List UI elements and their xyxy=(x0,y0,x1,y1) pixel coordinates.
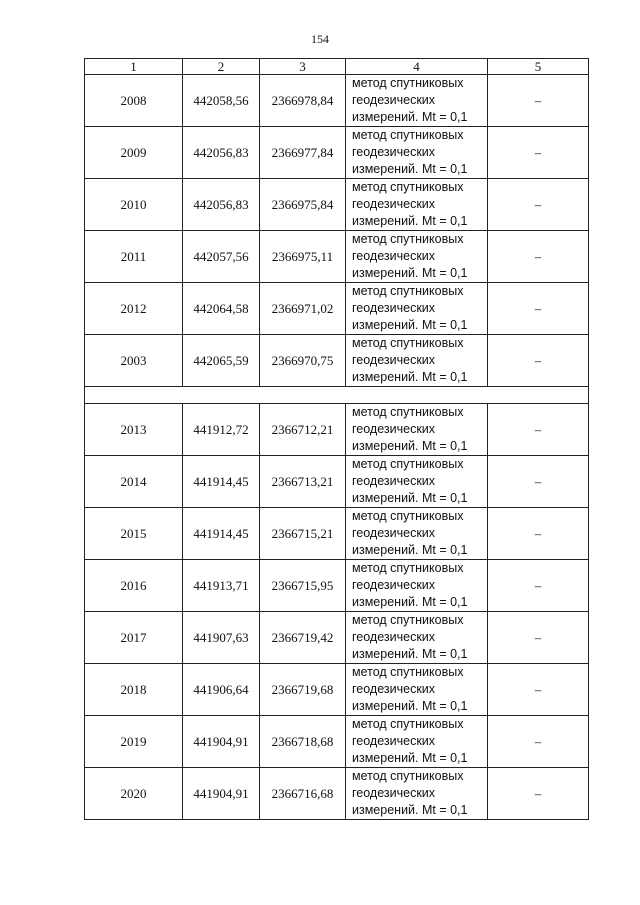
table-row xyxy=(85,716,589,768)
method-line: измерений. Mt = 0,1 xyxy=(352,803,468,817)
method-line: геодезических xyxy=(352,249,436,263)
point-number: 2008 xyxy=(85,75,183,127)
point-number: 2016 xyxy=(85,560,183,612)
point-number: 2011 xyxy=(85,231,183,283)
table-row xyxy=(85,404,589,456)
method-line: геодезических xyxy=(352,578,436,592)
coordinate-x: 441914,45 xyxy=(183,508,260,560)
method-line: измерений. Mt = 0,1 xyxy=(352,370,468,384)
coordinate-x: 441907,63 xyxy=(183,612,260,664)
method-line: измерений. Mt = 0,1 xyxy=(352,162,468,176)
method-line: измерений. Mt = 0,1 xyxy=(352,266,468,280)
method-line: измерений. Mt = 0,1 xyxy=(352,543,468,557)
coordinate-x: 441906,64 xyxy=(183,664,260,716)
header-row xyxy=(85,59,589,75)
method-line: метод спутниковых xyxy=(352,284,464,298)
coordinate-y: 2366971,02 xyxy=(260,283,346,335)
coordinate-y: 2366970,75 xyxy=(260,335,346,387)
table-row xyxy=(85,231,589,283)
column-header: 1 xyxy=(85,59,183,75)
method-line: измерений. Mt = 0,1 xyxy=(352,491,468,505)
coordinate-x: 442064,58 xyxy=(183,283,260,335)
method-line: метод спутниковых xyxy=(352,76,464,90)
table-row xyxy=(85,456,589,508)
point-number: 2020 xyxy=(85,768,183,820)
note-cell: – xyxy=(488,508,589,560)
table-row xyxy=(85,179,589,231)
method-line: измерений. Mt = 0,1 xyxy=(352,647,468,661)
table-row xyxy=(85,768,589,820)
coordinate-x: 441914,45 xyxy=(183,456,260,508)
method-line: измерений. Mt = 0,1 xyxy=(352,699,468,713)
method-line: геодезических xyxy=(352,93,436,107)
coordinate-x: 441904,91 xyxy=(183,768,260,820)
point-number: 2018 xyxy=(85,664,183,716)
coordinate-x: 441912,72 xyxy=(183,404,260,456)
point-number: 2009 xyxy=(85,127,183,179)
table-row xyxy=(85,127,589,179)
note-cell: – xyxy=(488,664,589,716)
column-header: 4 xyxy=(346,59,488,75)
table-row xyxy=(85,283,589,335)
note-cell: – xyxy=(488,404,589,456)
point-number: 2014 xyxy=(85,456,183,508)
method-line: геодезических xyxy=(352,734,436,748)
method-line: метод спутниковых xyxy=(352,665,464,679)
point-number: 2019 xyxy=(85,716,183,768)
column-header: 5 xyxy=(488,59,589,75)
coordinate-y: 2366718,68 xyxy=(260,716,346,768)
note-cell: – xyxy=(488,127,589,179)
method-line: измерений. Mt = 0,1 xyxy=(352,751,468,765)
method-line: геодезических xyxy=(352,353,436,367)
note-cell: – xyxy=(488,283,589,335)
point-number: 2013 xyxy=(85,404,183,456)
separator-row xyxy=(85,387,589,404)
note-cell: – xyxy=(488,231,589,283)
coordinate-x: 442065,59 xyxy=(183,335,260,387)
coordinate-y: 2366975,84 xyxy=(260,179,346,231)
method-line: метод спутниковых xyxy=(352,457,464,471)
point-number: 2015 xyxy=(85,508,183,560)
method-cell xyxy=(346,456,488,508)
point-number: 2017 xyxy=(85,612,183,664)
page-number: 154 xyxy=(311,32,329,46)
method-cell xyxy=(346,127,488,179)
method-line: геодезических xyxy=(352,301,436,315)
coordinate-y: 2366715,21 xyxy=(260,508,346,560)
method-line: метод спутниковых xyxy=(352,128,464,142)
coordinate-y: 2366978,84 xyxy=(260,75,346,127)
method-line: метод спутниковых xyxy=(352,769,464,783)
coordinate-x: 441913,71 xyxy=(183,560,260,612)
table-row xyxy=(85,664,589,716)
note-cell: – xyxy=(488,335,589,387)
column-header: 2 xyxy=(183,59,260,75)
method-line: метод спутниковых xyxy=(352,613,464,627)
method-line: метод спутниковых xyxy=(352,717,464,731)
method-line: метод спутниковых xyxy=(352,180,464,194)
method-line: измерений. Mt = 0,1 xyxy=(352,214,468,228)
method-cell xyxy=(346,768,488,820)
method-cell xyxy=(346,404,488,456)
note-cell: – xyxy=(488,179,589,231)
method-cell xyxy=(346,716,488,768)
coordinate-y: 2366719,68 xyxy=(260,664,346,716)
method-line: геодезических xyxy=(352,630,436,644)
method-line: геодезических xyxy=(352,786,436,800)
method-line: метод спутниковых xyxy=(352,232,464,246)
coordinate-y: 2366977,84 xyxy=(260,127,346,179)
method-cell xyxy=(346,283,488,335)
method-cell xyxy=(346,335,488,387)
method-line: геодезических xyxy=(352,197,436,211)
method-cell xyxy=(346,612,488,664)
method-line: геодезических xyxy=(352,474,436,488)
method-cell xyxy=(346,508,488,560)
method-line: геодезических xyxy=(352,526,436,540)
method-line: метод спутниковых xyxy=(352,405,464,419)
method-line: метод спутниковых xyxy=(352,561,464,575)
method-line: метод спутниковых xyxy=(352,336,464,350)
note-cell: – xyxy=(488,768,589,820)
point-number: 2003 xyxy=(85,335,183,387)
method-cell xyxy=(346,664,488,716)
coordinate-y: 2366715,95 xyxy=(260,560,346,612)
table-row xyxy=(85,75,589,127)
note-cell: – xyxy=(488,560,589,612)
note-cell: – xyxy=(488,612,589,664)
table-row xyxy=(85,612,589,664)
separator-cell xyxy=(85,387,589,404)
method-line: геодезических xyxy=(352,682,436,696)
method-line: измерений. Mt = 0,1 xyxy=(352,595,468,609)
coordinate-y: 2366975,11 xyxy=(260,231,346,283)
method-line: измерений. Mt = 0,1 xyxy=(352,318,468,332)
note-cell: – xyxy=(488,456,589,508)
table-row xyxy=(85,560,589,612)
note-cell: – xyxy=(488,75,589,127)
method-line: геодезических xyxy=(352,422,436,436)
method-cell xyxy=(346,179,488,231)
method-cell xyxy=(346,231,488,283)
coordinates-table xyxy=(84,58,589,820)
coordinate-x: 442058,56 xyxy=(183,75,260,127)
method-line: измерений. Mt = 0,1 xyxy=(352,110,468,124)
coordinate-x: 442057,56 xyxy=(183,231,260,283)
coordinate-x: 442056,83 xyxy=(183,127,260,179)
method-cell xyxy=(346,560,488,612)
table-row xyxy=(85,508,589,560)
method-line: измерений. Mt = 0,1 xyxy=(352,439,468,453)
point-number: 2010 xyxy=(85,179,183,231)
coordinate-y: 2366716,68 xyxy=(260,768,346,820)
method-cell xyxy=(346,75,488,127)
coordinate-y: 2366713,21 xyxy=(260,456,346,508)
coordinate-x: 441904,91 xyxy=(183,716,260,768)
table-row xyxy=(85,335,589,387)
method-line: метод спутниковых xyxy=(352,509,464,523)
coordinate-y: 2366719,42 xyxy=(260,612,346,664)
coordinate-x: 442056,83 xyxy=(183,179,260,231)
note-cell: – xyxy=(488,716,589,768)
column-header: 3 xyxy=(260,59,346,75)
method-line: геодезических xyxy=(352,145,436,159)
point-number: 2012 xyxy=(85,283,183,335)
coordinate-y: 2366712,21 xyxy=(260,404,346,456)
